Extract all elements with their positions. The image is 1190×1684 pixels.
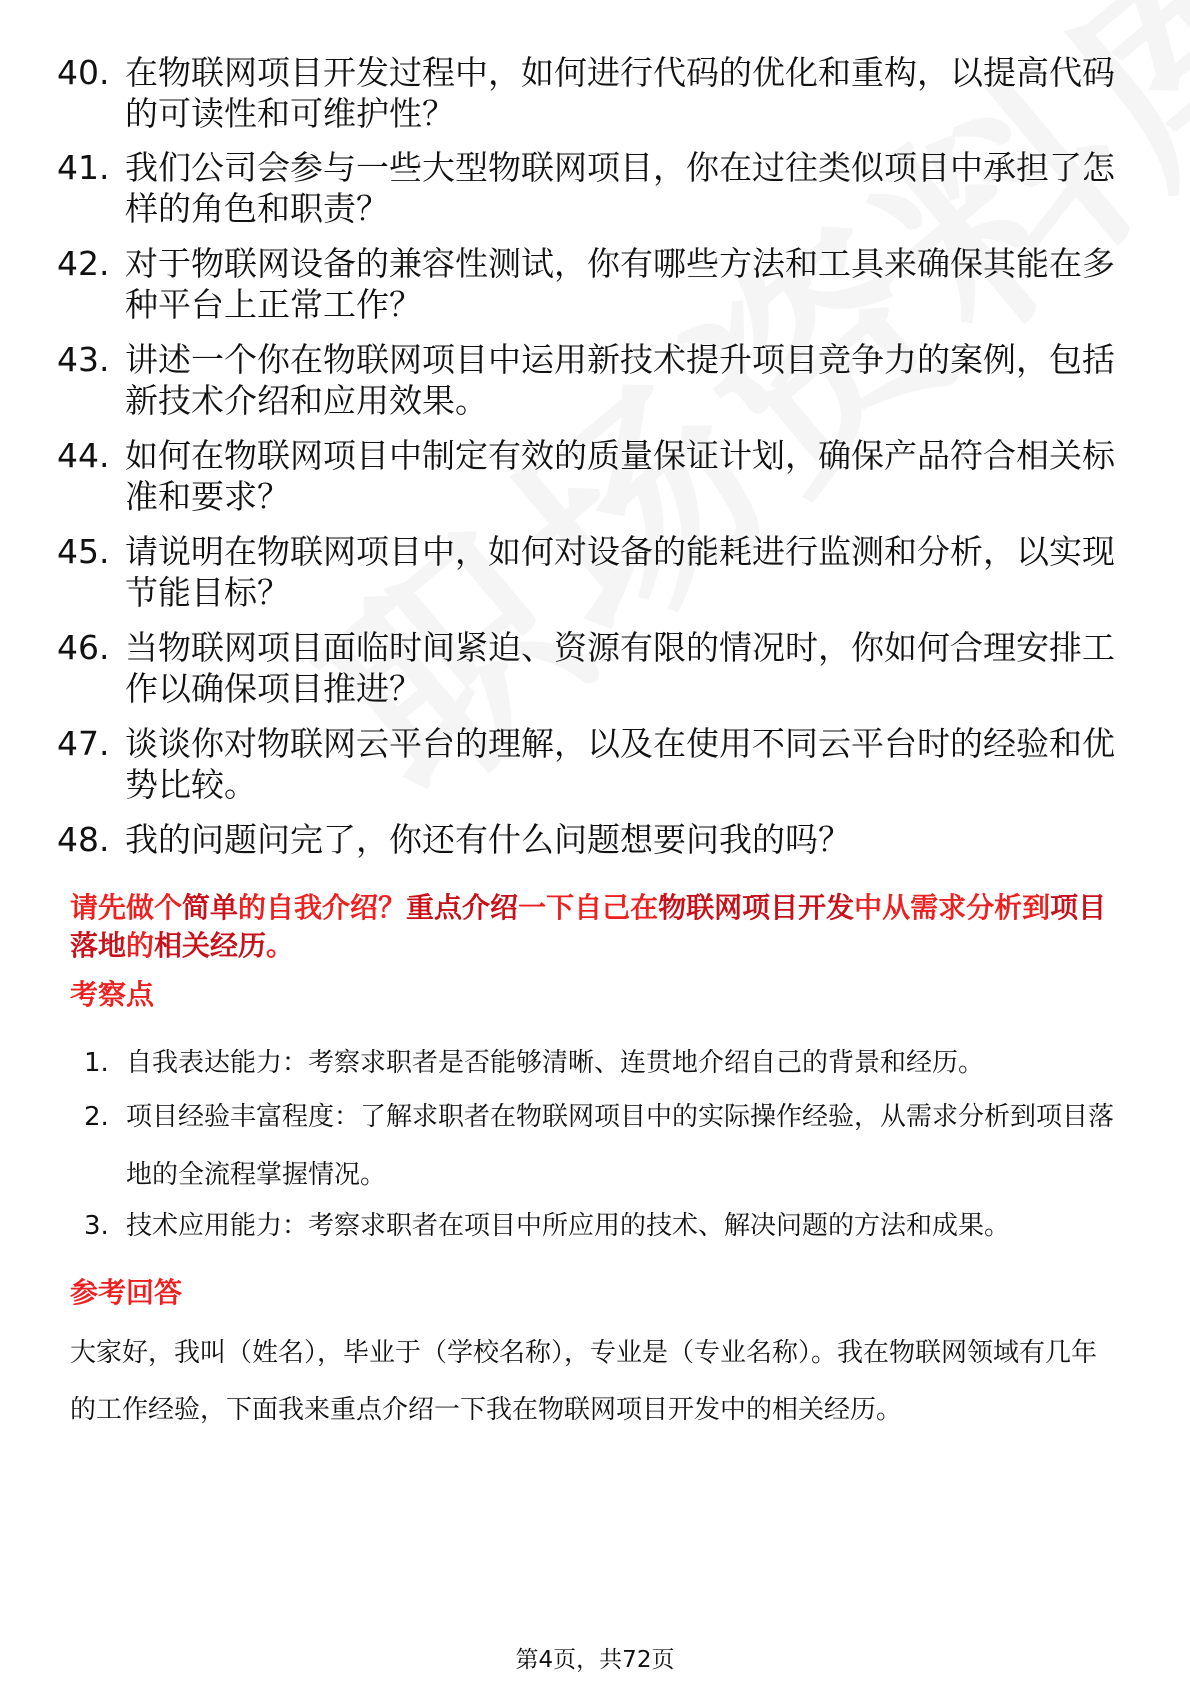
title-part: 的 [126, 929, 155, 962]
question-text: 我们公司会参与一些大型物联网项目，你在过往类似项目中承担了怎样的角色和职责？ [125, 148, 1115, 228]
question-number: 40. [57, 53, 110, 92]
title-part-highlight: 重点介绍 [406, 891, 519, 924]
question-item [57, 531, 1117, 613]
answer-heading: 参考回答 [70, 1276, 183, 1309]
question-item [57, 147, 1117, 229]
question-number: 42. [57, 244, 110, 283]
point-text: 自我表达能力：考察求职者是否能够清晰、连贯地介绍自己的背景和经历。 [126, 1048, 985, 1078]
question-item [57, 52, 1117, 134]
question-item [57, 723, 1117, 805]
point-number: 1. [84, 1048, 109, 1078]
question-number: 46. [57, 628, 110, 667]
title-part-highlight: 项目落地 [70, 891, 1107, 962]
question-number: 47. [57, 724, 110, 763]
title-part: 请先做个 [70, 891, 183, 924]
point-item [70, 1197, 1130, 1255]
page-footer: 第4页，共72页 [515, 1647, 675, 1673]
title-part: 。 [266, 929, 295, 962]
point-item [70, 1088, 1130, 1204]
section-title [70, 889, 1120, 965]
question-text: 如何在物联网项目中制定有效的质量保证计划，确保产品符合相关标准和要求？ [125, 436, 1115, 516]
question-item [57, 243, 1117, 325]
title-part-highlight: 物联网项目开发 [658, 891, 855, 924]
point-number: 3. [84, 1211, 109, 1241]
title-part: 中从需求分析到 [854, 891, 1051, 924]
question-number: 43. [57, 340, 110, 379]
question-number: 45. [57, 532, 110, 571]
question-text: 请说明在物联网项目中，如何对设备的能耗进行监测和分析，以实现节能目标？ [125, 532, 1115, 612]
title-part-highlight: 相关经历 [154, 929, 267, 962]
question-text: 当物联网项目面临时间紧迫、资源有限的情况时，你如何合理安排工作以确保项目推进？ [125, 628, 1115, 708]
question-text: 我的问题问完了，你还有什么问题想要问我的吗？ [125, 820, 851, 859]
question-text: 谈谈你对物联网云平台的理解，以及在使用不同云平台时的经验和优势比较。 [125, 724, 1115, 804]
point-text: 技术应用能力：考察求职者在项目中所应用的技术、解决问题的方法和成果。 [126, 1211, 1011, 1241]
question-item [57, 339, 1117, 421]
question-text: 对于物联网设备的兼容性测试，你有哪些方法和工具来确保其能在多种平台上正常工作？ [125, 244, 1115, 324]
title-part: 一下自己在 [518, 891, 659, 924]
point-item [70, 1034, 1130, 1092]
title-part: 的自我介绍？ [238, 891, 407, 924]
question-item [57, 435, 1117, 517]
point-number: 2. [84, 1102, 109, 1132]
answer-text: 大家好，我叫（姓名），毕业于（学校名称），专业是（专业名称）。我在物联网领域有几年的工作经验，下面我来重点介绍一下我在物联网项目开发中的相关经历。 [70, 1338, 1098, 1425]
question-number: 48. [57, 820, 110, 859]
question-text: 在物联网项目开发过程中，如何进行代码的优化和重构，以提高代码的可读性和可维护性？ [125, 53, 1115, 133]
point-text: 项目经验丰富程度：了解求职者在物联网项目中的实际操作经验，从需求分析到项目落地的全流程掌握情况。 [126, 1102, 1115, 1190]
title-part-highlight: 简单 [182, 891, 239, 924]
question-number: 44. [57, 436, 110, 475]
question-text: 讲述一个你在物联网项目中运用新技术提升项目竞争力的案例，包括新技术介绍和应用效果。 [125, 340, 1115, 420]
points-heading: 考察点 [70, 978, 155, 1011]
question-number: 41. [57, 148, 110, 187]
question-item [57, 627, 1117, 709]
question-item [57, 819, 1117, 860]
